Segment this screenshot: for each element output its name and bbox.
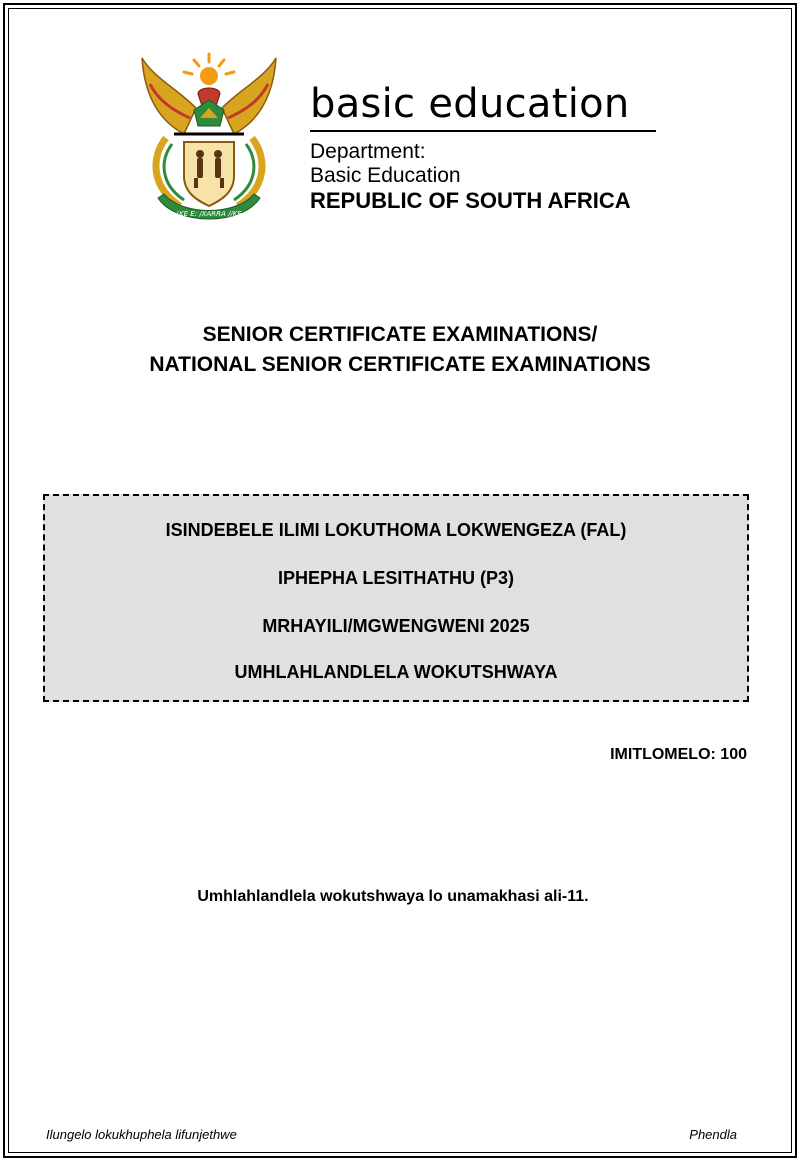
turn-over-note: Phendla — [689, 1127, 737, 1142]
country-name: REPUBLIC OF SOUTH AFRICA — [310, 188, 631, 213]
coat-of-arms-logo — [136, 48, 282, 228]
brand-title: basic education — [310, 81, 630, 127]
paper-number: IPHEPHA LESITHATHU (P3) — [277, 568, 514, 588]
subject-info-box — [43, 494, 749, 702]
exam-heading-line1: SENIOR CERTIFICATE EXAMINATIONS/ — [202, 323, 598, 346]
copyright-notice: Ilungelo lokukhuphela lifunjethwe — [46, 1127, 237, 1142]
brand-underline — [310, 130, 656, 132]
exam-heading-line2: NATIONAL SENIOR CERTIFICATE EXAMINATIONS — [149, 353, 651, 376]
subject-title: ISINDEBELE ILIMI LOKUTHOMA LOKWENGEZA (FAL) — [165, 520, 627, 540]
document-type: UMHLAHLANDLELA WOKUTSHWAYA — [234, 662, 558, 682]
department-branding — [310, 80, 656, 214]
department-name: Basic Education — [310, 164, 461, 187]
page-count-note: Umhlahlandlela wokutshwaya lo unamakhasi ali-11. — [197, 888, 589, 905]
sun-icon — [184, 54, 234, 85]
exam-heading — [0, 320, 800, 380]
total-marks: IMITLOMELO: 100 — [610, 746, 747, 763]
svg-text:!KE E: /XARRA //KE: !KE E: /XARRA //KE — [176, 210, 242, 218]
exam-session: MRHAYILI/MGWENGWENI 2025 — [262, 616, 530, 636]
department-label: Department: — [310, 140, 426, 163]
